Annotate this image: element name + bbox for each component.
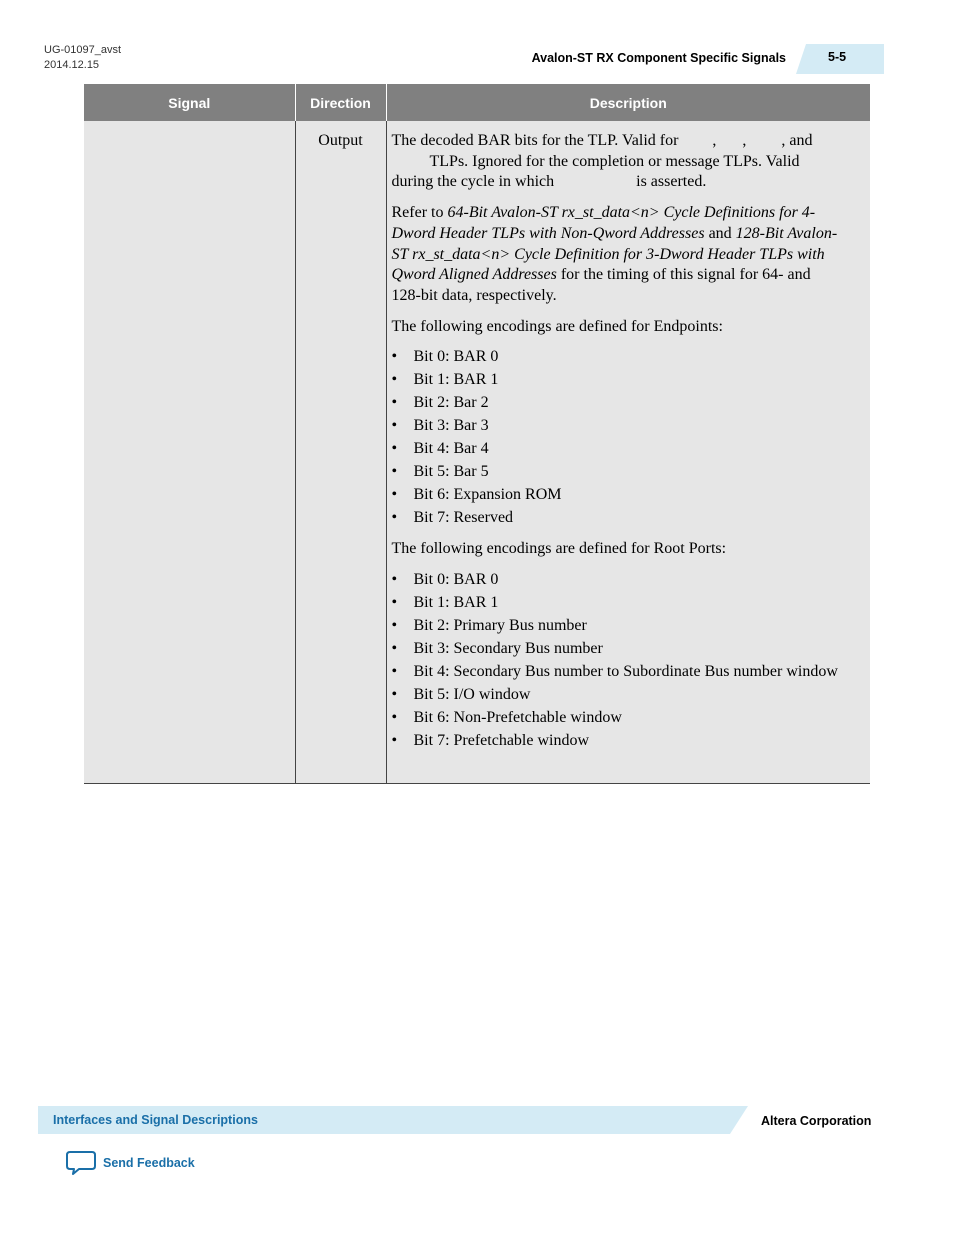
list-item-text: Bit 5: Bar 5	[413, 463, 489, 481]
list-item	[392, 416, 839, 437]
direction-cell: Output	[295, 121, 386, 783]
footer-section-link[interactable]: Interfaces and Signal Descriptions	[53, 1113, 258, 1127]
bullet-icon: •	[391, 348, 398, 366]
list-item	[392, 593, 839, 614]
root-port-encoding-list	[392, 570, 839, 752]
list-item-text: Bit 3: Bar 3	[413, 417, 489, 435]
text-run: The decoded BAR bits for the TLP. Valid for	[391, 132, 679, 149]
bullet-icon: •	[391, 616, 398, 634]
text-run: ,	[712, 132, 717, 149]
endpoints-intro: The following encodings are defined for Endpoints:	[391, 317, 723, 335]
figure-reference-128bit: 128-Bit Avalon-ST rx_st_data<n> Cycle Definition for 3-Dword Header TLPs with Qword Aligned Addresses	[391, 224, 838, 284]
bullet-icon: •	[391, 440, 398, 458]
list-item	[392, 370, 839, 391]
list-item	[392, 731, 839, 752]
bullet-icon: •	[391, 394, 398, 412]
table-row	[84, 121, 870, 783]
description-paragraph-bar-bits	[392, 131, 839, 193]
list-item-text: Bit 3: Secondary Bus number	[413, 639, 603, 657]
list-item	[392, 685, 839, 706]
column-header-description: Description	[386, 84, 870, 121]
footer-corporation: Altera Corporation	[761, 1114, 872, 1128]
bullet-icon: •	[391, 570, 398, 588]
text-run: for the timing of this signal for 64- and 128-bit data, respectively.	[391, 266, 811, 304]
list-item	[392, 462, 839, 483]
text-run: is asserted.	[636, 173, 707, 191]
document-id-block	[44, 43, 121, 73]
description-cell	[386, 121, 870, 783]
list-item-text: Bit 4: Secondary Bus number to Subordinate Bus number window	[413, 662, 838, 680]
figure-reference-64bit: 64-Bit Avalon-ST rx_st_data<n> Cycle Definitions for 4-Dword Header TLPs with Non-Qword Addresses	[391, 204, 816, 242]
list-item	[392, 639, 839, 660]
list-item	[392, 485, 839, 506]
endpoint-encoding-list	[392, 347, 839, 529]
bullet-icon: •	[391, 662, 398, 680]
bullet-icon: •	[391, 731, 398, 749]
list-item-text: Bit 7: Prefetchable window	[413, 731, 590, 749]
column-header-direction: Direction	[295, 84, 386, 121]
text-run: Refer to	[391, 204, 444, 222]
list-item	[392, 347, 839, 368]
bullet-icon: •	[391, 371, 398, 389]
text-run: TLPs. Ignored for the completion or message TLPs. Valid during the cycle in which	[391, 152, 800, 191]
column-header-signal: Signal	[84, 84, 295, 121]
list-item-text: Bit 6: Non-Prefetchable window	[413, 708, 622, 726]
section-title: Avalon-ST RX Component Specific Signals	[531, 51, 786, 65]
bullet-icon: •	[391, 708, 398, 726]
list-item	[392, 439, 839, 460]
list-item-text: Bit 4: Bar 4	[413, 440, 489, 458]
bullet-icon: •	[391, 486, 398, 504]
list-item-text: Bit 1: BAR 1	[413, 593, 499, 611]
bullet-icon: •	[391, 593, 398, 611]
list-item-text: Bit 6: Expansion ROM	[413, 486, 562, 504]
text-run: ,	[742, 132, 747, 149]
list-item-text: Bit 1: BAR 1	[413, 371, 499, 389]
text-run: and	[708, 224, 732, 242]
list-item	[392, 662, 839, 683]
document-date: 2014.12.15	[44, 59, 100, 71]
list-item	[392, 616, 839, 637]
text-run: , and	[781, 132, 813, 149]
table-header-row	[84, 84, 870, 121]
bullet-icon: •	[391, 417, 398, 435]
list-item-text: Bit 5: I/O window	[413, 685, 531, 703]
bullet-icon: •	[391, 685, 398, 703]
signal-cell	[84, 121, 295, 783]
document-id: UG-01097_avst	[44, 44, 122, 56]
list-item-text: Bit 0: BAR 0	[413, 570, 499, 588]
list-item	[392, 708, 839, 729]
list-item-text: Bit 0: BAR 0	[413, 348, 499, 366]
page-number: 5-5	[828, 50, 847, 64]
send-feedback-link[interactable]	[65, 1149, 195, 1177]
speech-bubble-icon	[65, 1149, 97, 1177]
list-item	[392, 508, 839, 529]
signal-table	[84, 84, 870, 784]
root-ports-intro: The following encodings are defined for Root Ports:	[391, 540, 727, 558]
send-feedback-label: Send Feedback	[103, 1156, 195, 1170]
list-item-text: Bit 2: Primary Bus number	[413, 616, 587, 634]
list-item	[392, 570, 839, 591]
list-item-text: Bit 2: Bar 2	[413, 394, 489, 412]
bullet-icon: •	[391, 463, 398, 481]
description-paragraph-refer	[392, 203, 839, 307]
list-item-text: Bit 7: Reserved	[413, 509, 514, 527]
bullet-icon: •	[391, 509, 398, 527]
list-item	[392, 393, 839, 414]
bullet-icon: •	[391, 639, 398, 657]
